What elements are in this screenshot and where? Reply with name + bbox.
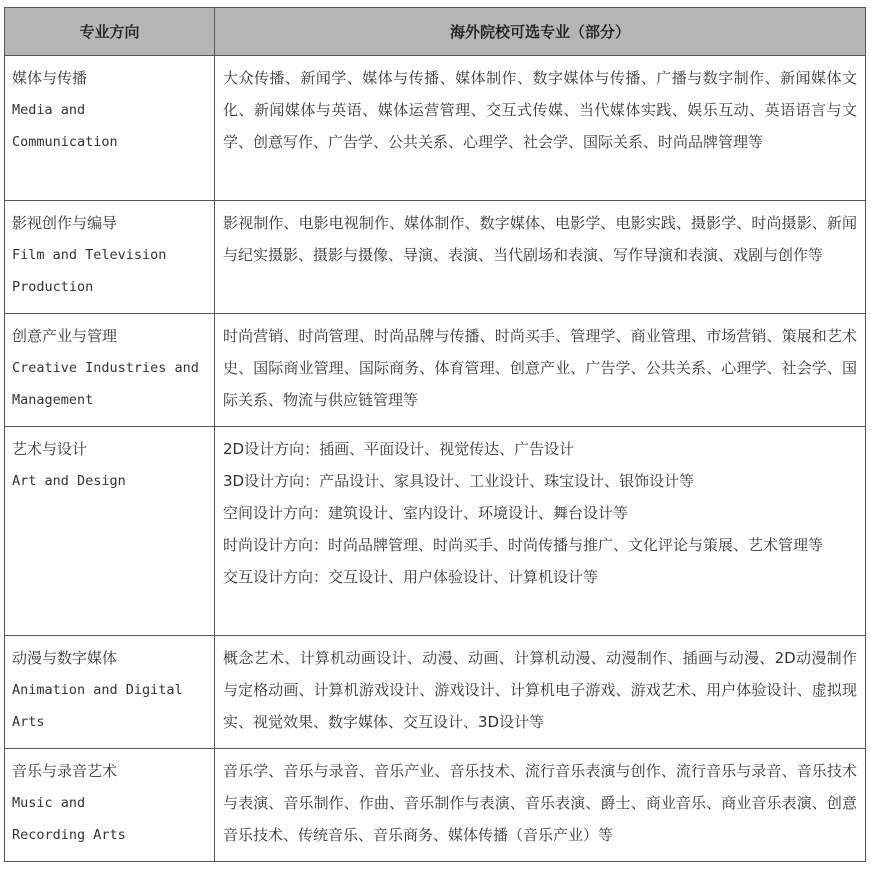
table-row bbox=[5, 56, 866, 201]
direction-en: Music and bbox=[12, 795, 86, 811]
majors-text: 概念艺术、计算机动画设计、动漫、动画、计算机动漫、动漫制作、插画与动漫、2D动漫制作与定格动画、计算机游戏设计、游戏设计、计算机电子游戏、游戏艺术、用户体验设计、虚拟现实、视觉效果、数字媒体、交互设计、3D设计等 bbox=[223, 649, 857, 731]
design-direction-3d: 3D设计方向：产品设计、家具设计、工业设计、珠宝设计、银饰设计等 bbox=[223, 472, 695, 490]
majors-cell bbox=[215, 749, 866, 862]
majors-cell bbox=[215, 636, 866, 749]
table-row bbox=[5, 636, 866, 749]
direction-zh: 艺术与设计 bbox=[12, 440, 88, 458]
design-direction-space: 空间设计方向：建筑设计、室内设计、环境设计、舞台设计等 bbox=[223, 504, 629, 522]
direction-en: Animation and Digital bbox=[12, 682, 183, 698]
design-direction-interaction: 交互设计方向：交互设计、用户体验设计、计算机设计等 bbox=[223, 568, 599, 586]
majors-text: 影视制作、电影电视制作、媒体制作、数字媒体、电影学、电影实践、摄影学、时尚摄影、新闻与纪实摄影、摄影与摄像、导演、表演、当代剧场和表演、写作导演和表演、戏剧与创作等 bbox=[223, 214, 857, 264]
table-row bbox=[5, 201, 866, 314]
direction-zh: 影视创作与编导 bbox=[12, 214, 118, 232]
table-row bbox=[5, 314, 866, 427]
direction-cell bbox=[5, 56, 215, 201]
design-direction-fashion: 时尚设计方向：时尚品牌管理、时尚买手、时尚传播与推广、文化评论与策展、艺术管理等 bbox=[223, 536, 824, 554]
majors-text: 时尚营销、时尚管理、时尚品牌与传播、时尚买手、管理学、商业管理、市场营销、策展和艺术史、国际商业管理、国际商务、体育管理、创意产业、广告学、公共关系、心理学、社会学、国际关系、物流与供应链管理等 bbox=[223, 327, 857, 409]
direction-en: Media and bbox=[12, 102, 86, 118]
majors-text: 大众传播、新闻学、媒体与传播、媒体制作、数字媒体与传播、广播与数字制作、新闻媒体文化、新闻媒体与英语、媒体运营管理、交互式传媒、当代媒体实践、娱乐互动、英语语言与文学、创意写作、广告学、公共关系、心理学、社会学、国际关系、时尚品牌管理等 bbox=[223, 69, 857, 151]
direction-en: Communication bbox=[12, 134, 118, 150]
majors-cell bbox=[215, 56, 866, 201]
direction-en: Recording Arts bbox=[12, 827, 126, 843]
header-direction: 专业方向 bbox=[5, 8, 215, 56]
direction-en: Film and Television bbox=[12, 247, 167, 263]
direction-zh: 媒体与传播 bbox=[12, 69, 88, 87]
direction-en: Production bbox=[12, 279, 94, 295]
table-row bbox=[5, 427, 866, 636]
header-row bbox=[5, 8, 866, 56]
direction-cell bbox=[5, 636, 215, 749]
direction-en: Art and Design bbox=[12, 473, 126, 489]
majors-table bbox=[4, 7, 866, 862]
direction-zh: 动漫与数字媒体 bbox=[12, 649, 118, 667]
direction-en: Management bbox=[12, 392, 94, 408]
direction-cell bbox=[5, 201, 215, 314]
direction-zh: 创意产业与管理 bbox=[12, 327, 118, 345]
direction-zh: 音乐与录音艺术 bbox=[12, 762, 118, 780]
majors-cell bbox=[215, 201, 866, 314]
table-row bbox=[5, 749, 866, 862]
direction-en: Arts bbox=[12, 714, 45, 730]
direction-cell bbox=[5, 427, 215, 636]
majors-text: 音乐学、音乐与录音、音乐产业、音乐技术、流行音乐表演与创作、流行音乐与录音、音乐技术与表演、音乐制作、作曲、音乐制作与表演、音乐表演、爵士、商业音乐、商业音乐表演、创意音乐技术、传统音乐、音乐商务、媒体传播（音乐产业）等 bbox=[223, 762, 857, 844]
direction-cell bbox=[5, 314, 215, 427]
direction-en: Creative Industries and bbox=[12, 360, 199, 376]
majors-cell bbox=[215, 427, 866, 636]
majors-table-container bbox=[4, 7, 865, 862]
header-majors: 海外院校可选专业（部分） bbox=[215, 8, 866, 56]
direction-cell bbox=[5, 749, 215, 862]
design-direction-2d: 2D设计方向：插画、平面设计、视觉传达、广告设计 bbox=[223, 440, 575, 458]
majors-cell bbox=[215, 314, 866, 427]
